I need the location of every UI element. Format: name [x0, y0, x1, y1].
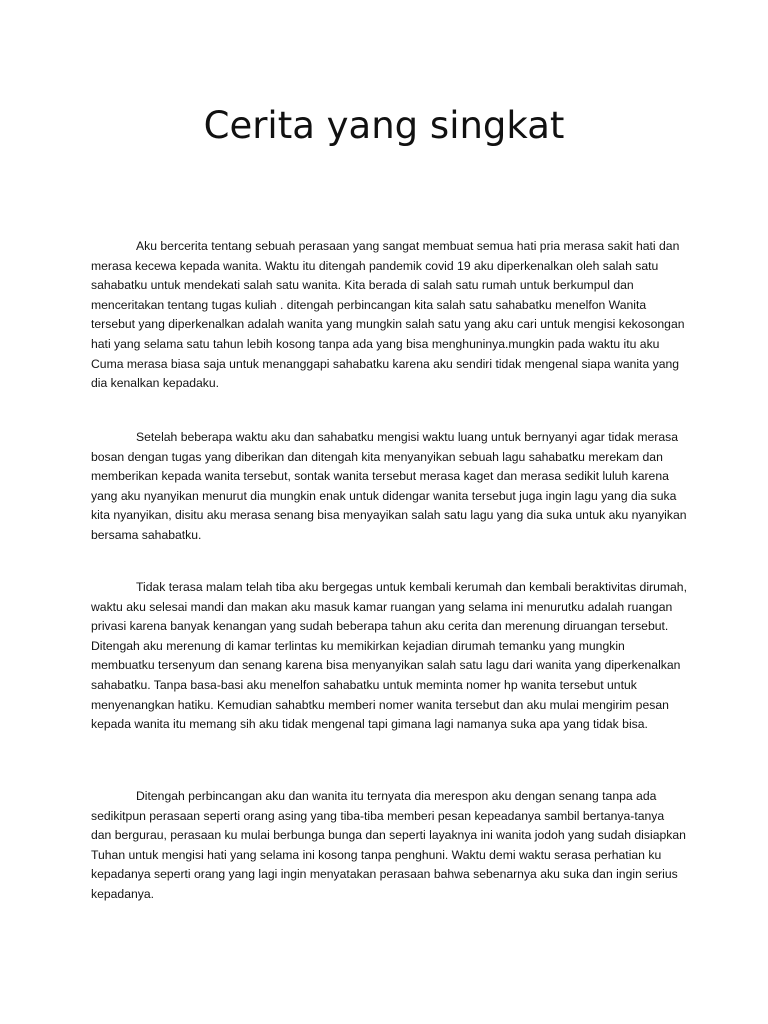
document-title: Cerita yang singkat: [203, 104, 565, 147]
paragraph-3: Tidak terasa malam telah tiba aku bergegas untuk kembali kerumah dan kembali beraktivitas dirumah, waktu aku selesai mandi dan makan aku masuk kamar ruangan yang selama ini menurutku adalah ruangan privasi karena banyak kenangan yang sudah beberapa tahun aku cerita dan merenung diruangan tersebut. Ditengah aku merenung di kamar terlintas ku memikirkan kejadian dirumah temanku yang mungkin membuatku tersenyum dan senang karena bisa menyanyikan salah satu lagu dari wanita yang diperkenalkan sahabatku. Tanpa basa-basi aku menelfon sahabatku untuk meminta nomer hp wanita tersebut untuk menyenangkan hatiku. Kemudian sahabtku memberi nomer wanita tersebut dan aku mulai mengirim pesan kepada wanita itu memang sih aku tidak mengenal tapi gimana lagi namanya suka apa yang tidak bisa.: [91, 580, 687, 732]
paragraph-2: Setelah beberapa waktu aku dan sahabatku mengisi waktu luang untuk bernyanyi agar tidak merasa bosan dengan tugas yang diberikan dan ditengah kita menyanyikan sebuah lagu sahabatku merekam dan memberikan kepada wanita tersebut, sontak wanita tersebut merasa kaget dan merasa sedikit luluh karena yang aku nyanyikan menurut dia mungkin enak untuk didengar wanita tersebut juga ingin lagu yang dia suka kita nyanyikan, disitu aku merasa senang bisa menyayikan salah satu lagu yang dia suka untuk aku nyanyikan bersama sahabatku.: [91, 430, 687, 542]
paragraph-1: Aku bercerita tentang sebuah perasaan yang sangat membuat semua hati pria merasa sakit hati dan merasa kecewa kepada wanita. Waktu itu ditengah pandemik covid 19 aku diperkenalkan oleh salah satu sahabatku untuk mendekati salah satu wanita. Kita berada di salah satu rumah untuk berkumpul dan menceritakan tentang tugas kuliah . ditengah perbincangan kita salah satu sahabatku menelfon Wanita tersebut yang diperkenalkan adalah wanita yang mungkin salah satu yang aku cari untuk mengisi kekosongan hati yang selama satu tahun lebih kosong tanpa ada yang bisa menghuninya.mungkin pada waktu itu aku Cuma merasa biasa saja untuk menanggapi sahabatku karena aku sendiri tidak mengenal siapa wanita yang dia kenalkan kepadaku.: [91, 239, 685, 391]
paragraph-4: Ditengah perbincangan aku dan wanita itu ternyata dia merespon aku dengan senang tanpa ada sedikitpun perasaan seperti orang asing yang tiba-tiba memberi pesan kepeadanya sambil bertanya-tanya dan bergurau, perasaan ku mulai berbunga bunga dan seperti layaknya ini wanita jodoh yang sudah disiapkan Tuhan untuk mengisi hati yang selama ini kosong tanpa penghuni. Waktu demi waktu serasa perhatian ku kepadanya seperti orang yang lagi ingin menyatakan perasaan bahwa sebenarnya aku suka dan ingin serius kepadanya.: [91, 789, 686, 901]
